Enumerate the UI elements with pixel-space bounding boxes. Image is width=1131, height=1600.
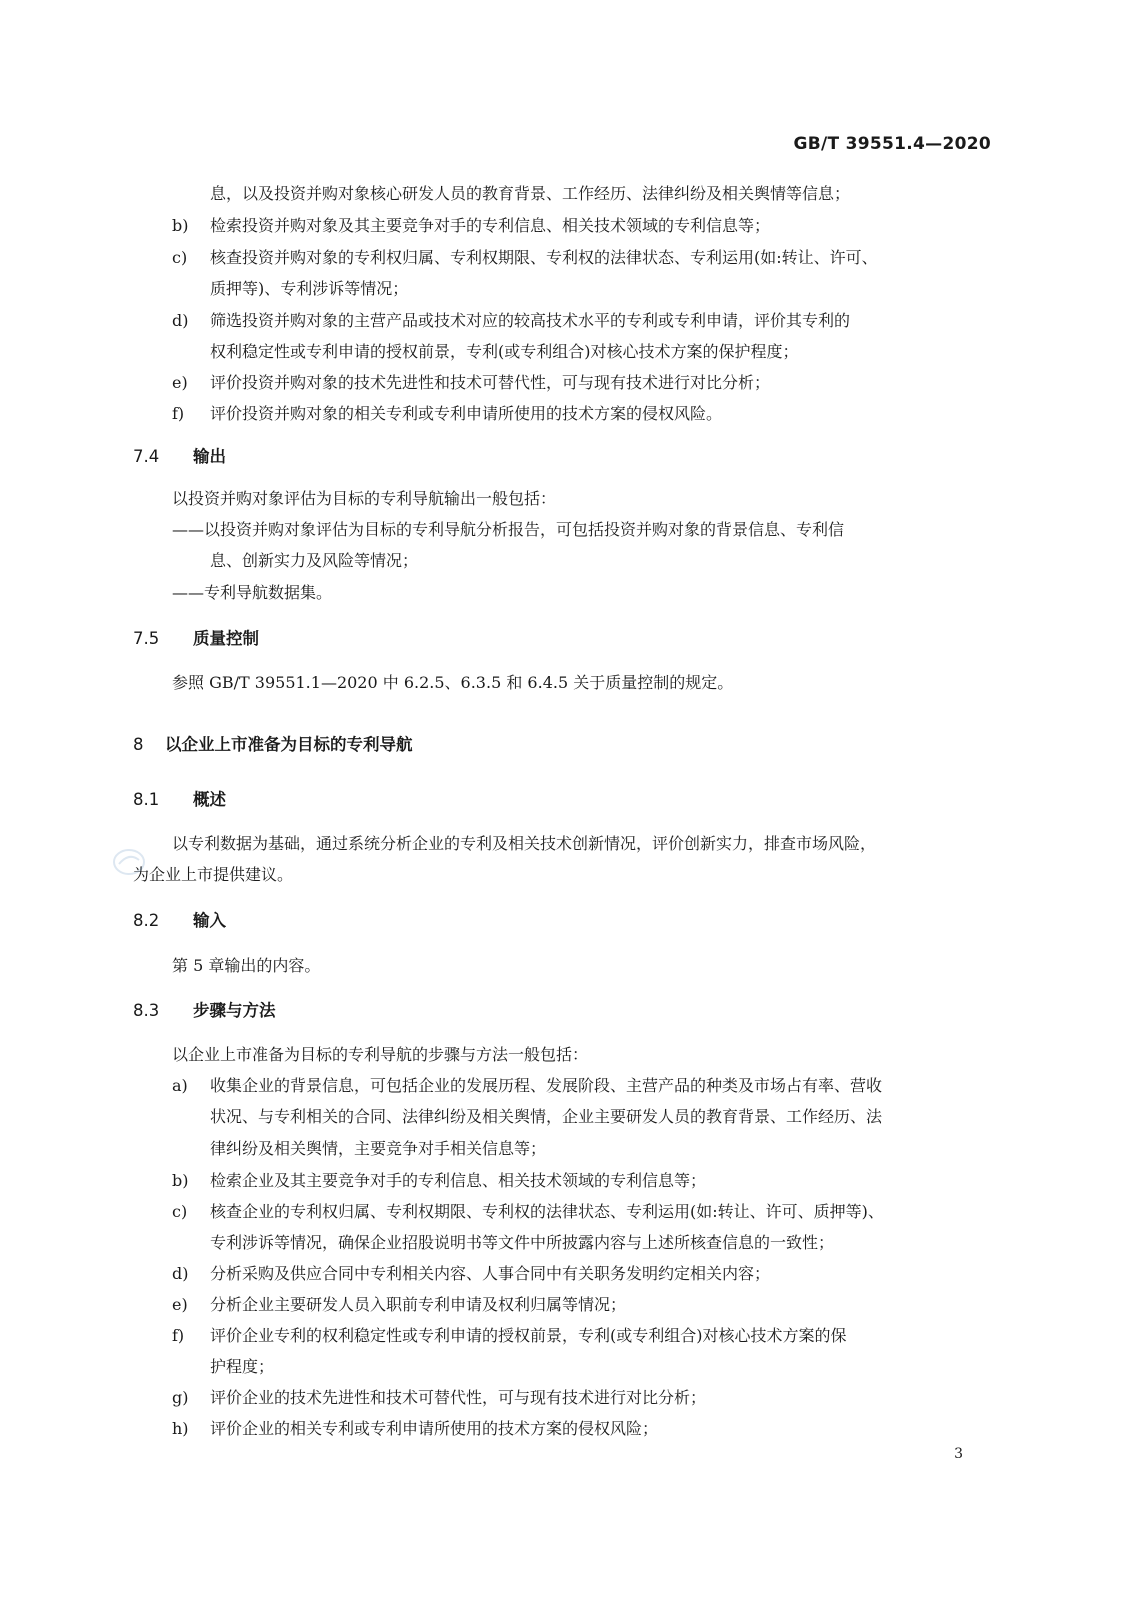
list-label: d) (172, 311, 189, 330)
list-item-text: 护程度； (210, 1357, 275, 1376)
section-number: 7.5 (133, 629, 160, 648)
paragraph-line: 以专利数据为基础，通过系统分析企业的专利及相关技术创新情况，评价创新实力，排查市场风险， (172, 834, 877, 853)
list-item-text: 评价投资并购对象的相关专利或专利申请所使用的技术方案的侵权风险。 (210, 404, 723, 423)
list-label: e) (172, 373, 188, 392)
list-item-text: 评价企业专利的权利稳定性或专利申请的授权前景，专利(或专利组合)对核心技术方案的保 (210, 1326, 847, 1345)
chapter-heading-8 (133, 737, 413, 754)
list-label: g) (172, 1388, 189, 1407)
paragraph-line: 以企业上市准备为目标的专利导航的步骤与方法一般包括： (172, 1045, 589, 1064)
dash-item-text: 息、创新实力及风险等情况； (210, 551, 419, 570)
section-number: 8.3 (133, 1001, 160, 1020)
list-item-text: 评价投资并购对象的技术先进性和技术可替代性，可与现有技术进行对比分析； (210, 373, 771, 392)
section-title: 输出 (193, 447, 226, 466)
standard-number-header: GB/T 39551.4—2020 (793, 134, 991, 154)
list-item-text: 状况、与专利相关的合同、法律纠纷及相关舆情，企业主要研发人员的教育背景、工作经历、法 (210, 1107, 883, 1126)
section-heading-8-3 (133, 1003, 276, 1020)
list-item-text: 评价企业的技术先进性和技术可替代性，可与现有技术进行对比分析； (210, 1388, 707, 1407)
section-title: 概述 (193, 790, 226, 809)
list-label: f) (172, 1326, 185, 1345)
section-title: 以企业上市准备为目标的专利导航 (165, 735, 413, 754)
list-item-text: 权利稳定性或专利申请的授权前景，专利(或专利组合)对核心技术方案的保护程度； (210, 342, 799, 361)
list-label: h) (172, 1419, 189, 1438)
list-item-text: 核查投资并购对象的专利权归属、专利权期限、专利权的法律状态、专利运用(如:转让、许可、 (210, 248, 878, 267)
list-label: b) (172, 1171, 189, 1190)
list-item-text: 分析采购及供应合同中专利相关内容、人事合同中有关职务发明约定相关内容； (210, 1264, 771, 1283)
list-item-text: 分析企业主要研发人员入职前专利申请及权利归属等情况； (210, 1295, 627, 1314)
section-heading-8-1 (133, 792, 226, 809)
list-item-text: 收集企业的背景信息，可包括企业的发展历程、发展阶段、主营产品的种类及市场占有率、营收 (210, 1076, 883, 1095)
section-number: 8.2 (133, 911, 160, 930)
paragraph-line: 第 5 章输出的内容。 (172, 956, 321, 975)
list-label: d) (172, 1264, 189, 1283)
paragraph-line: 息，以及投资并购对象核心研发人员的教育背景、工作经历、法律纠纷及相关舆情等信息； (210, 184, 851, 203)
dash-item-text: ——专利导航数据集。 (172, 583, 333, 602)
section-title: 输入 (193, 911, 226, 930)
list-item-text: 律纠纷及相关舆情，主要竞争对手相关信息等； (210, 1139, 547, 1158)
list-label: e) (172, 1295, 188, 1314)
list-item-text: 检索企业及其主要竞争对手的专利信息、相关技术领域的专利信息等； (210, 1171, 707, 1190)
list-label: f) (172, 404, 185, 423)
dash-item-text: ——以投资并购对象评估为目标的专利导航分析报告，可包括投资并购对象的背景信息、专利信 (172, 520, 845, 539)
section-title: 质量控制 (193, 629, 259, 648)
list-item-text: 质押等)、专利涉诉等情况； (210, 279, 409, 298)
list-item-text: 专利涉诉等情况，确保企业招股说明书等文件中所披露内容与上述所核查信息的一致性； (210, 1233, 835, 1252)
paragraph-line: 参照 GB/T 39551.1—2020 中 6.2.5、6.3.5 和 6.4.5 关于质量控制的规定。 (172, 673, 734, 692)
section-heading-7-4 (133, 449, 226, 466)
sac-watermark-logo (113, 848, 145, 876)
list-label: c) (172, 248, 188, 267)
section-heading-8-2 (133, 913, 226, 930)
section-title: 步骤与方法 (193, 1001, 276, 1020)
list-label: c) (172, 1202, 188, 1221)
list-label: a) (172, 1076, 188, 1095)
section-number: 8 (133, 735, 144, 754)
list-item-text: 检索投资并购对象及其主要竞争对手的专利信息、相关技术领域的专利信息等； (210, 216, 771, 235)
section-number: 8.1 (133, 790, 160, 809)
section-heading-7-5 (133, 631, 259, 648)
list-item-text: 核查企业的专利权归属、专利权期限、专利权的法律状态、专利运用(如:转让、许可、质押等)、 (210, 1202, 884, 1221)
paragraph-line: 为企业上市提供建议。 (133, 865, 294, 884)
section-number: 7.4 (133, 447, 160, 466)
paragraph-line: 以投资并购对象评估为目标的专利导航输出一般包括： (172, 489, 557, 508)
page-number: 3 (954, 1446, 963, 1462)
list-label: b) (172, 216, 189, 235)
list-item-text: 筛选投资并购对象的主营产品或技术对应的较高技术水平的专利或专利申请，评价其专利的 (210, 311, 851, 330)
list-item-text: 评价企业的相关专利或专利申请所使用的技术方案的侵权风险； (210, 1419, 659, 1438)
